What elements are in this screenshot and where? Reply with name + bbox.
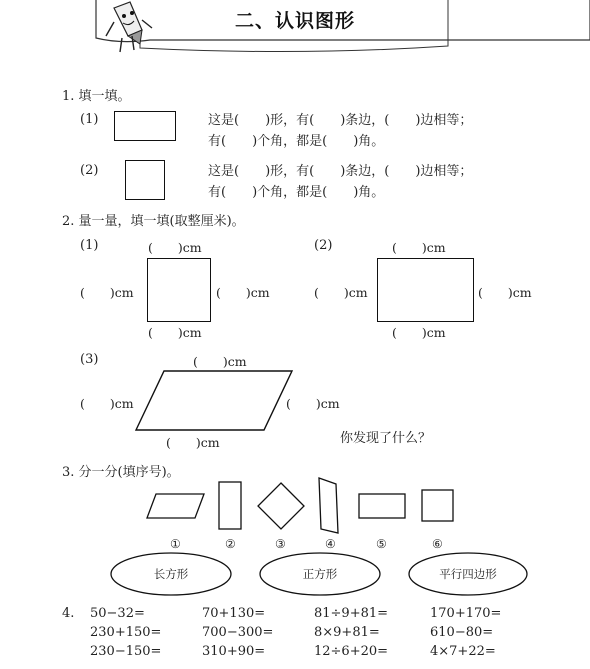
rectangle-measure-shape — [377, 258, 474, 322]
blank-right-2: ( )cm — [478, 285, 532, 300]
item-2-line2: 有( )个角，都是( )角。 — [208, 185, 385, 200]
calc-r1c2: 70+130= — [202, 606, 266, 621]
shape-number-2: ② — [225, 537, 236, 551]
category-rectangle: 长方形 — [153, 567, 189, 581]
calc-r1c1: 50−32= — [90, 606, 145, 621]
blank-left-3: ( )cm — [80, 396, 134, 411]
calc-r3c3: 12÷6+20= — [314, 644, 389, 659]
section-2-heading: 2. 量一量，填一填(取整厘米)。 — [62, 214, 245, 229]
calc-r2c4: 610−80= — [430, 625, 494, 640]
blank-bottom-3: ( )cm — [166, 435, 220, 450]
shape-5-rectangle — [359, 494, 405, 518]
blank-left-2: ( )cm — [314, 285, 368, 300]
blank-top-1: ( )cm — [148, 240, 202, 255]
shape-number-4: ④ — [325, 537, 336, 551]
item-2-line1: 这是( )形，有( )条边，( )边相等； — [208, 164, 473, 179]
discovery-question: 你发现了什么？ — [340, 431, 432, 446]
shape-3-square-rotated — [258, 483, 304, 529]
section-4-number: 4. — [62, 606, 75, 621]
sorting-shapes — [0, 476, 590, 536]
item-1-line1: 这是( )形，有( )条边，( )边相等； — [208, 113, 473, 128]
shape-6-square — [422, 490, 453, 521]
section-3-heading: 3. 分一分(填序号)。 — [62, 465, 180, 480]
measure-label-2: (2) — [314, 238, 333, 253]
blank-right-1: ( )cm — [216, 285, 270, 300]
calc-r1c4: 170+170= — [430, 606, 502, 621]
rectangle-shape — [114, 111, 176, 141]
category-square: 正方形 — [302, 567, 338, 581]
section-1-heading: 1. 填一填。 — [62, 89, 131, 104]
blank-top-3: ( )cm — [193, 354, 247, 369]
calc-r1c3: 81÷9+81= — [314, 606, 389, 621]
calc-r3c4: 4×7+22= — [430, 644, 496, 659]
square-measure-shape — [147, 258, 211, 322]
calc-r2c1: 230+150= — [90, 625, 162, 640]
calc-r2c3: 8×9+81= — [314, 625, 380, 640]
item-1-label: (1) — [80, 112, 99, 127]
measure-label-3: (3) — [80, 352, 99, 367]
calc-r2c2: 700−300= — [202, 625, 274, 640]
header-banner — [0, 0, 590, 70]
blank-bottom-2: ( )cm — [392, 325, 446, 340]
measure-label-1: (1) — [80, 238, 99, 253]
page-title: 二、认识图形 — [234, 10, 355, 32]
shape-number-1: ① — [170, 537, 181, 551]
shape-4-quadrilateral — [319, 478, 338, 533]
item-1-line2: 有( )个角，都是( )角。 — [208, 134, 385, 149]
category-parallelogram: 平行四边形 — [439, 567, 497, 581]
calc-r3c2: 310+90= — [202, 644, 266, 659]
calc-r3c1: 230−150= — [90, 644, 162, 659]
shape-number-5: ⑤ — [376, 537, 387, 551]
square-shape — [125, 160, 165, 200]
shape-number-6: ⑥ — [432, 537, 443, 551]
blank-top-2: ( )cm — [392, 240, 446, 255]
blank-bottom-1: ( )cm — [148, 325, 202, 340]
blank-left-1: ( )cm — [80, 285, 134, 300]
blank-right-3: ( )cm — [286, 396, 340, 411]
shape-2-rectangle — [219, 482, 241, 529]
shape-1-parallelogram — [147, 494, 204, 518]
item-2-label: (2) — [80, 163, 99, 178]
shape-number-3: ③ — [275, 537, 286, 551]
